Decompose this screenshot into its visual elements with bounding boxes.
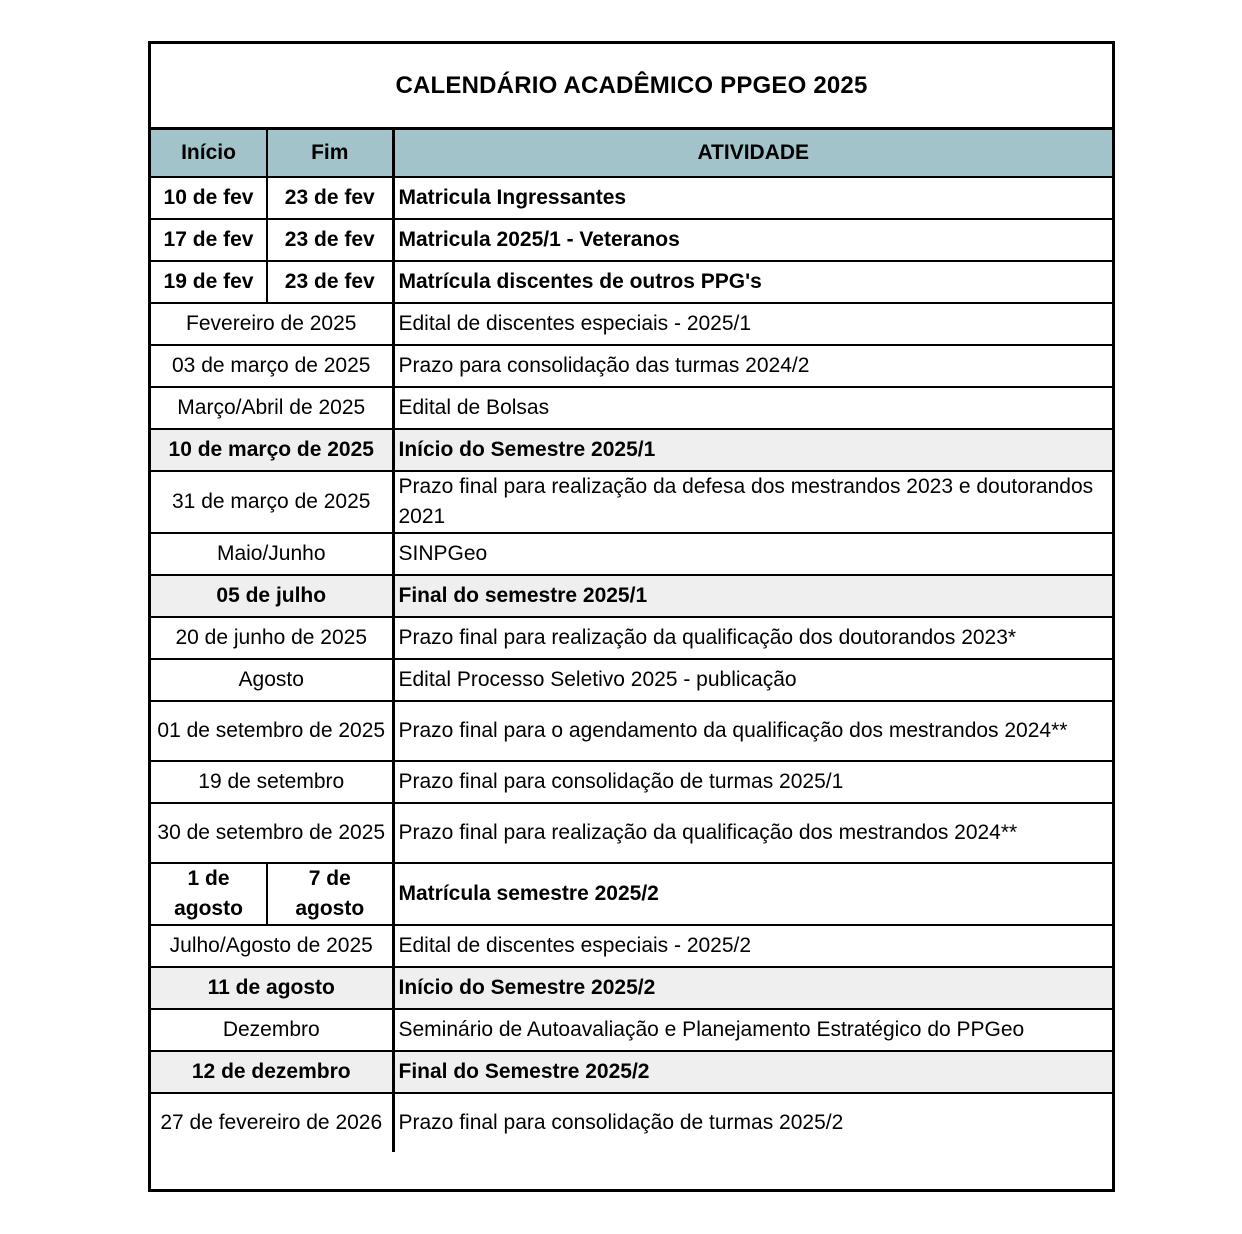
date-cell: 20 de junho de 2025 bbox=[151, 617, 393, 659]
date-cell: Fevereiro de 2025 bbox=[151, 303, 393, 345]
activity-cell: Prazo final para consolidação de turmas 2025/1 bbox=[393, 761, 1112, 803]
table-row bbox=[151, 471, 1112, 533]
date-cell: Dezembro bbox=[151, 1009, 393, 1051]
table-row bbox=[151, 575, 1112, 617]
start-date-cell: 1 de agosto bbox=[151, 863, 267, 925]
activity-cell: Prazo final para consolidação de turmas 2025/2 bbox=[393, 1093, 1112, 1152]
activity-cell: Matrícula semestre 2025/2 bbox=[393, 863, 1112, 925]
date-cell: 19 de setembro bbox=[151, 761, 393, 803]
table-row bbox=[151, 1093, 1112, 1152]
date-cell: 01 de setembro de 2025 bbox=[151, 701, 393, 761]
activity-cell: Prazo final para realização da qualificação dos doutorandos 2023* bbox=[393, 617, 1112, 659]
header-start: Início bbox=[151, 130, 267, 177]
activity-cell: Edital de discentes especiais - 2025/2 bbox=[393, 925, 1112, 967]
table-row bbox=[151, 219, 1112, 261]
activity-cell: Prazo final para o agendamento da qualificação dos mestrandos 2024** bbox=[393, 701, 1112, 761]
date-cell: Maio/Junho bbox=[151, 533, 393, 575]
date-cell: 10 de março de 2025 bbox=[151, 429, 393, 471]
table-row bbox=[151, 429, 1112, 471]
activity-cell: Matricula Ingressantes bbox=[393, 177, 1112, 219]
calendar-table bbox=[151, 130, 1112, 1152]
activity-cell: Final do Semestre 2025/2 bbox=[393, 1051, 1112, 1093]
date-cell: 12 de dezembro bbox=[151, 1051, 393, 1093]
end-date-cell: 23 de fev bbox=[267, 261, 393, 303]
table-row bbox=[151, 925, 1112, 967]
activity-cell: Início do Semestre 2025/1 bbox=[393, 429, 1112, 471]
table-row bbox=[151, 387, 1112, 429]
date-cell: Julho/Agosto de 2025 bbox=[151, 925, 393, 967]
activity-cell: Início do Semestre 2025/2 bbox=[393, 967, 1112, 1009]
header-activity: ATIVIDADE bbox=[393, 130, 1112, 177]
table-row bbox=[151, 803, 1112, 863]
table-row bbox=[151, 863, 1112, 925]
date-cell: 11 de agosto bbox=[151, 967, 393, 1009]
activity-cell: SINPGeo bbox=[393, 533, 1112, 575]
table-row bbox=[151, 345, 1112, 387]
activity-cell: Seminário de Autoavaliação e Planejamento Estratégico do PPGeo bbox=[393, 1009, 1112, 1051]
table-row bbox=[151, 701, 1112, 761]
header-end: Fim bbox=[267, 130, 393, 177]
date-cell: Agosto bbox=[151, 659, 393, 701]
start-date-cell: 10 de fev bbox=[151, 177, 267, 219]
table-row bbox=[151, 617, 1112, 659]
activity-cell: Prazo para consolidação das turmas 2024/2 bbox=[393, 345, 1112, 387]
date-cell: 31 de março de 2025 bbox=[151, 471, 393, 533]
activity-cell: Edital de discentes especiais - 2025/1 bbox=[393, 303, 1112, 345]
end-date-cell: 23 de fev bbox=[267, 177, 393, 219]
start-date-cell: 19 de fev bbox=[151, 261, 267, 303]
calendar-table-frame bbox=[148, 41, 1115, 1192]
table-row bbox=[151, 261, 1112, 303]
calendar-title: CALENDÁRIO ACADÊMICO PPGEO 2025 bbox=[151, 44, 1112, 130]
table-row bbox=[151, 303, 1112, 345]
table-row bbox=[151, 1051, 1112, 1093]
activity-cell: Matrícula discentes de outros PPG's bbox=[393, 261, 1112, 303]
table-row bbox=[151, 659, 1112, 701]
header-row bbox=[151, 130, 1112, 177]
activity-cell: Matricula 2025/1 - Veteranos bbox=[393, 219, 1112, 261]
start-date-cell: 17 de fev bbox=[151, 219, 267, 261]
table-row bbox=[151, 761, 1112, 803]
table-row bbox=[151, 177, 1112, 219]
table-row bbox=[151, 533, 1112, 575]
activity-cell: Prazo final para realização da qualificação dos mestrandos 2024** bbox=[393, 803, 1112, 863]
table-row bbox=[151, 967, 1112, 1009]
activity-cell: Edital Processo Seletivo 2025 - publicação bbox=[393, 659, 1112, 701]
end-date-cell: 7 de agosto bbox=[267, 863, 393, 925]
date-cell: 30 de setembro de 2025 bbox=[151, 803, 393, 863]
date-cell: 05 de julho bbox=[151, 575, 393, 617]
end-date-cell: 23 de fev bbox=[267, 219, 393, 261]
date-cell: 03 de março de 2025 bbox=[151, 345, 393, 387]
activity-cell: Edital de Bolsas bbox=[393, 387, 1112, 429]
activity-cell: Final do semestre 2025/1 bbox=[393, 575, 1112, 617]
date-cell: 27 de fevereiro de 2026 bbox=[151, 1093, 393, 1152]
table-row bbox=[151, 1009, 1112, 1051]
date-cell: Março/Abril de 2025 bbox=[151, 387, 393, 429]
activity-cell: Prazo final para realização da defesa dos mestrandos 2023 e doutorandos 2021 bbox=[393, 471, 1112, 533]
